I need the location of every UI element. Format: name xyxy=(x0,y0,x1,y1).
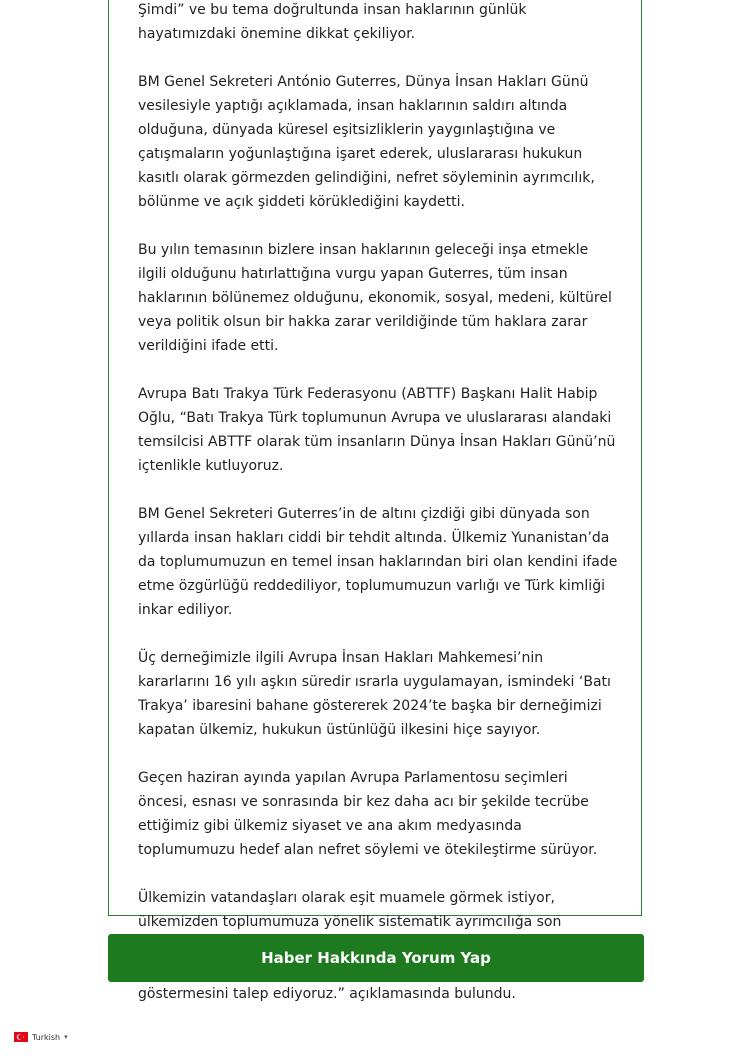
language-switcher[interactable] xyxy=(14,1032,68,1042)
comment-on-news-button[interactable]: Haber Hakkında Yorum Yap xyxy=(108,934,644,982)
turkey-flag-icon xyxy=(14,1032,28,1042)
chevron-down-icon: ▾ xyxy=(64,1033,68,1041)
article-paragraph: Ülkemizin vatandaşları olarak eşit muamele görmek istiyor, ülkemizden toplumumuza yönelik sistematik ayrımcılığa son göstermesini talep ediyoruz.” açıklamasında bulundu. xyxy=(138,890,562,1002)
article-paragraph: Üç derneğimizle ilgili Avrupa İnsan Hakları Mahkemesi’nin kararlarını 16 yılı aşkın süredir ısrarla uygulamayan, ismindeki ‘Batı Trakya’ ibaresini bahane göstererek 2024’te başka bir derneğimizi kapatan ülkemiz, hukukun üstünlüğü ilkesini hiçe sayıyor. xyxy=(138,650,611,738)
article-paragraph: Avrupa Batı Trakya Türk Federasyonu (ABTTF) Başkanı Halit Habip Oğlu, “Batı Trakya Türk toplumunun Avrupa ve uluslararası alandaki temsilcisi ABTTF olarak tüm insanların Dünya İnsan Hakları Günü’nü içtenlikle kutluyoruz. xyxy=(138,386,616,474)
language-label: Turkish xyxy=(32,1032,61,1042)
article-paragraph: BM Genel Sekreteri António Guterres, Dünya İnsan Hakları Günü vesilesiyle yaptığı açıklamada, insan haklarının saldırı altında olduğuna, dünyada küresel eşitsizliklerin yaygınlaştığına ve çatışmaların yoğunlaştığına işaret ederek, uluslararası hukukun kasıtlı olarak görmezden gelindiğini, nefret söyleminin ayrımcılık, bölünme ve açık şiddeti körüklediğini kaydetti. xyxy=(138,74,595,210)
article-paragraph: Geçen haziran ayında yapılan Avrupa Parlamentosu seçimleri öncesi, esnası ve sonrasında bir kez daha acı bir şekilde tecrübe ettiğimiz gibi ülkemiz siyaset ve ana akım medyasında toplumumuzu hedef alan nefret söylemi ve ötekileştirme sürüyor. xyxy=(138,770,598,858)
article-paragraph: Şimdi” ve bu tema doğrultunda insan haklarının günlük hayatımızdaki önemine dikkat çekiliyor. xyxy=(138,2,527,42)
article-paragraph: BM Genel Sekreteri Guterres’in de altını çizdiği gibi dünyada son yıllarda insan hakları ciddi bir tehdit altında. Ülkemiz Yunanistan’da da toplumumuzun en temel insan haklarından biri olan kendini ifade etme özgürlüğü reddediliyor, toplumumuzun varlığı ve Türk kimliği inkar ediliyor. xyxy=(138,506,618,618)
article-paragraph: Bu yılın temasının bizlere insan haklarının geleceği inşa etmekle ilgili olduğunu hatırlattığına vurgu yapan Guterres, tüm insan haklarının bölünemez olduğunu, ekonomik, sosyal, medeni, kültürel veya politik olsun bir hakka zarar verildiğinde tüm haklara zarar verildiğini ifade etti. xyxy=(138,242,612,354)
article-body xyxy=(138,0,618,1030)
